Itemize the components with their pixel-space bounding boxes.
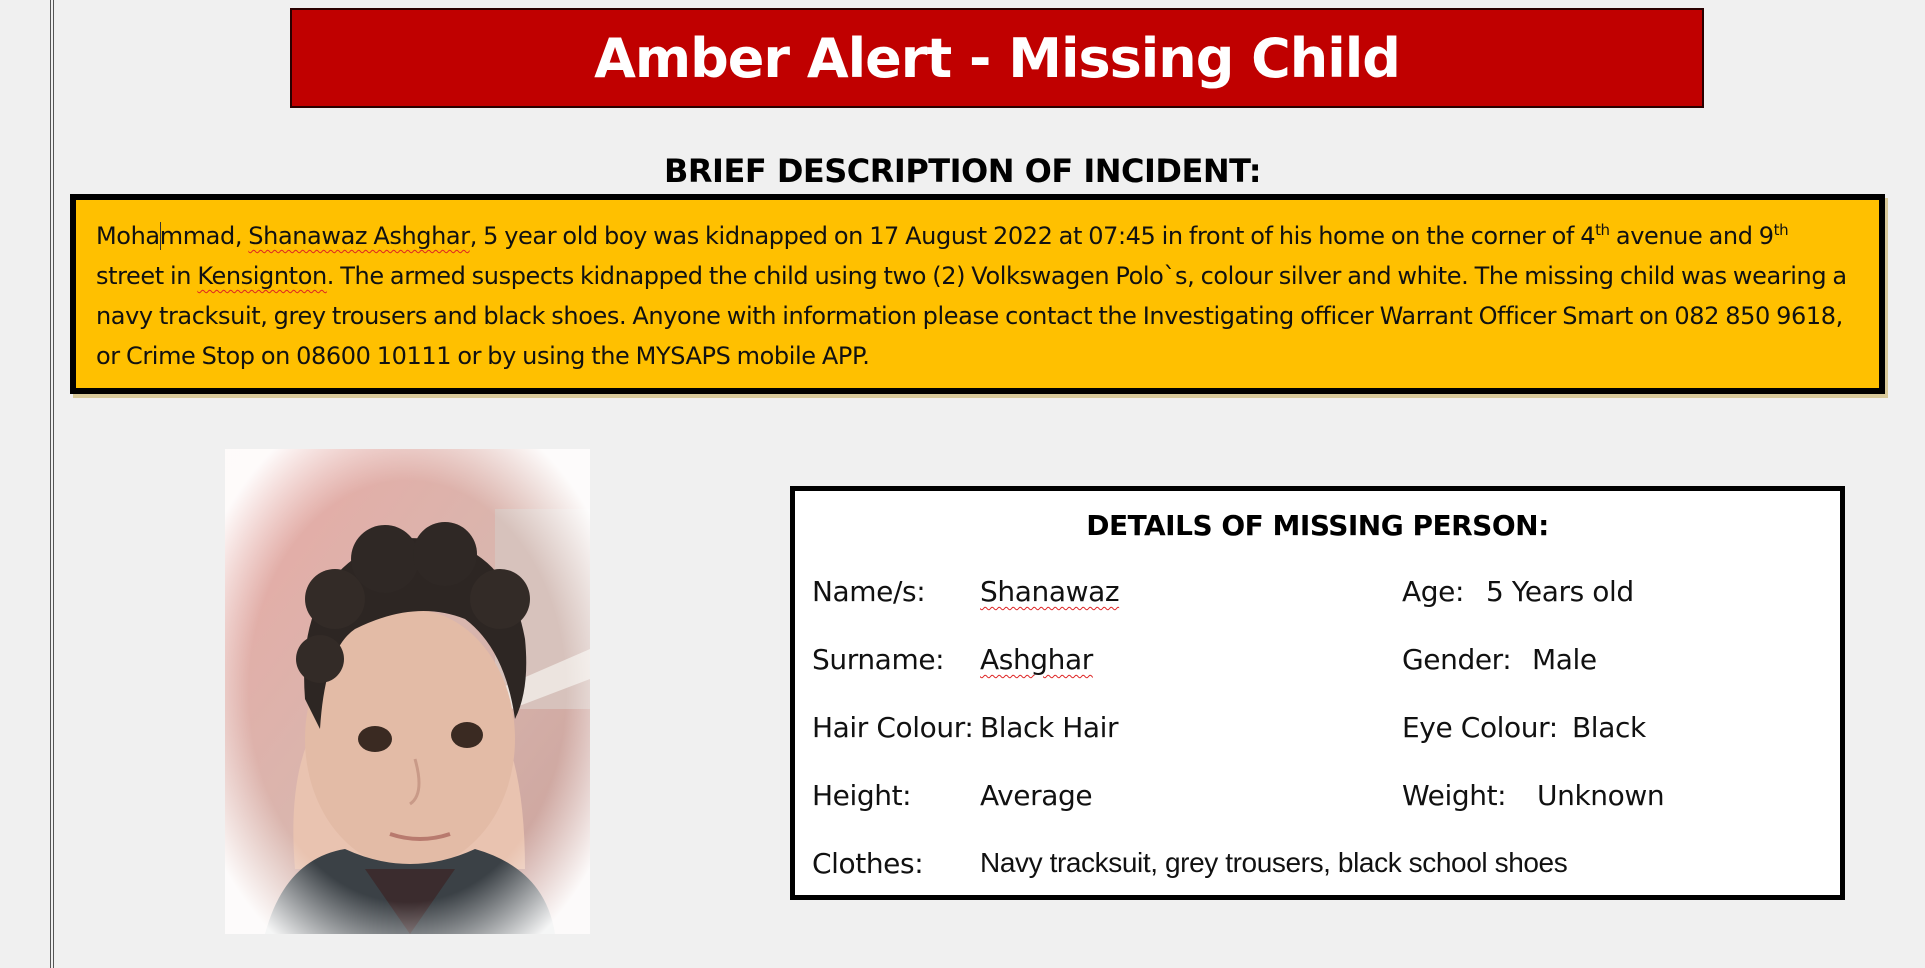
incident-description[interactable] — [96, 216, 1859, 376]
eye-colour-label: Eye Colour: — [1402, 711, 1558, 744]
weight-value: Unknown — [1537, 779, 1665, 812]
incident-text-part4: . The armed suspects kidnapped the child using two (2) Volkswagen Polo`s, colour silver and white. The missing child was wearing a navy tracksuit, grey trousers and black shoes. Anyone with information please contact the Investigating officer Warrant Officer Smart on 082 850 9618, or Crime Stop on 08600 10111 or by using the MYSAPS mobile APP. — [96, 262, 1847, 370]
incident-text-part2: avenue and 9 — [1609, 222, 1774, 250]
surname-label: Surname: — [812, 643, 945, 676]
name-value: Shanawaz — [980, 575, 1120, 608]
surname-value: Ashghar — [980, 643, 1093, 676]
clothes-value: Navy tracksuit, grey trousers, black school shoes — [980, 847, 1568, 878]
name-label: Name/s: — [812, 575, 926, 608]
ordinal-suffix-2: th — [1773, 221, 1789, 239]
child-full-name: Shanawaz Ashghar — [248, 222, 470, 250]
age-label: Age: — [1402, 575, 1464, 608]
height-value: Average — [980, 779, 1093, 812]
gender-label: Gender: — [1402, 643, 1512, 676]
separator: , — [234, 222, 249, 250]
details-heading: DETAILS OF MISSING PERSON: — [1086, 509, 1549, 542]
height-label: Height: — [812, 779, 912, 812]
weight-label: Weight: — [1402, 779, 1507, 812]
hair-colour-value: Black Hair — [980, 711, 1119, 744]
incident-text-part1: , 5 year old boy was kidnapped on 17 August 2022 at 07:45 in front of his home on the corner of 4 — [469, 222, 1596, 250]
page-title: Amber Alert - Missing Child — [594, 26, 1400, 90]
location-name: Kensignton — [197, 262, 327, 290]
child-first-name-part: Moha — [96, 222, 160, 250]
clothes-label: Clothes: — [812, 847, 924, 880]
incident-heading: BRIEF DESCRIPTION OF INCIDENT: — [664, 152, 1261, 190]
child-first-name-rest: mmad — [159, 222, 235, 250]
age-value: 5 Years old — [1486, 575, 1634, 608]
incident-text-part3: street in — [96, 262, 198, 290]
missing-child-photo — [225, 449, 590, 934]
ordinal-suffix-1: th — [1595, 221, 1610, 239]
incident-description-box[interactable] — [70, 194, 1885, 394]
gender-value: Male — [1532, 643, 1597, 676]
hair-colour-label: Hair Colour: — [812, 711, 974, 744]
title-banner — [290, 8, 1704, 108]
details-box — [790, 486, 1845, 900]
eye-colour-value: Black — [1572, 711, 1646, 744]
page-margin-border — [50, 0, 54, 968]
